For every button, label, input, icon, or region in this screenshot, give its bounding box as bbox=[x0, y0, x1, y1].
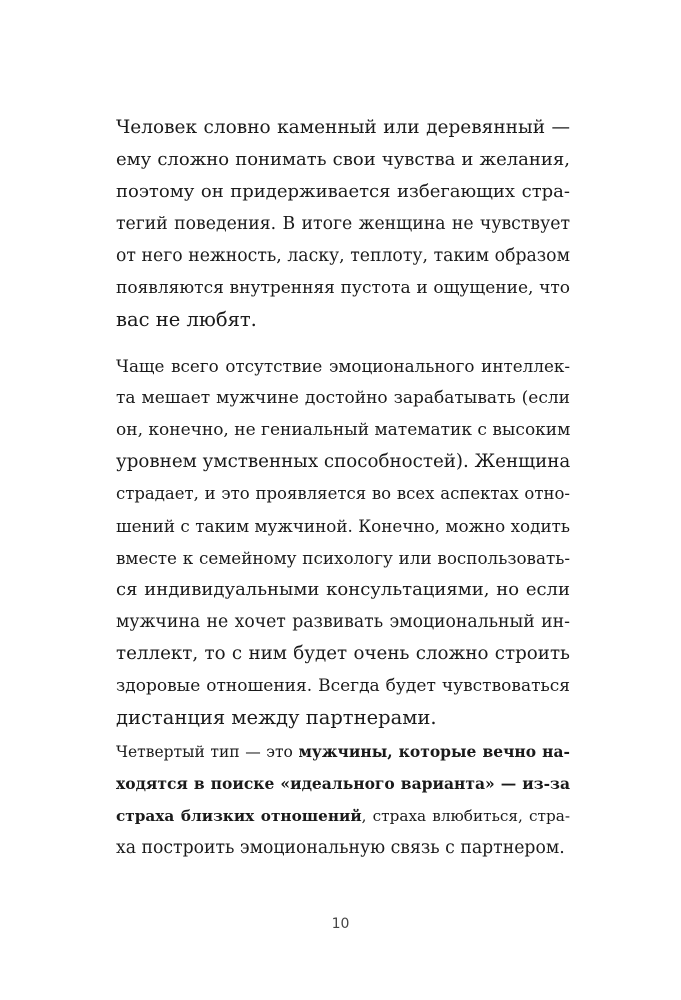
text-line: шений с таким мужчиной. Конечно, можно ходить bbox=[116, 516, 570, 536]
text-line: та мешает мужчине достойно зарабатывать (если bbox=[116, 388, 570, 408]
text-line: вместе к семейному психологу или воспользовать- bbox=[116, 548, 570, 568]
text-line: от него нежность, ласку, теплоту, таким образом bbox=[116, 246, 570, 266]
bold-text: страха близких отношений bbox=[116, 807, 362, 825]
text-line: страдает, и это проявляется во всех аспектах отно- bbox=[116, 484, 570, 503]
paragraph-2 bbox=[116, 350, 570, 734]
text-line: мужчина не хочет развивать эмоциональный ин- bbox=[116, 612, 570, 632]
text-line bbox=[116, 736, 570, 768]
bold-text: мужчины, которые вечно на- bbox=[298, 742, 570, 761]
normal-text: , страха влюбиться, стра- bbox=[361, 807, 570, 825]
paragraph-3 bbox=[116, 736, 570, 864]
text-line: ся индивидуальными консультациями, но если bbox=[116, 579, 570, 600]
text-line: тегий поведения. В итоге женщина не чувствует bbox=[116, 214, 570, 234]
text-line bbox=[116, 800, 570, 832]
normal-text: Четвертый тип — это bbox=[116, 743, 299, 761]
text-line: поэтому он придерживается избегающих стра- bbox=[116, 181, 570, 202]
text-line: ха построить эмоциональную связь с партнером. bbox=[116, 838, 565, 858]
text-line: ему сложно понимать свои чувства и желания, bbox=[116, 149, 570, 170]
text-line: вас не любят. bbox=[116, 308, 257, 331]
text-line: Человек словно каменный или деревянный — bbox=[116, 117, 570, 138]
text-line: уровнем умственных способностей). Женщина bbox=[116, 451, 571, 472]
text-line: здоровые отношения. Всегда будет чувствоваться bbox=[116, 676, 570, 696]
paragraph-1 bbox=[116, 112, 570, 336]
text-line: появляются внутренняя пустота и ощущение, что bbox=[116, 278, 570, 298]
text-line: он, конечно, не гениальный математик с высоким bbox=[116, 420, 571, 440]
text-line: дистанция между партнерами. bbox=[116, 706, 437, 729]
bold-text-line: ходятся в поиске «идеального варианта» — из-за bbox=[116, 774, 570, 793]
text-line: Чаще всего отсутствие эмоционального интеллек- bbox=[116, 356, 570, 376]
page-number: 10 bbox=[331, 916, 350, 932]
text-line: теллект, то с ним будет очень сложно строить bbox=[116, 643, 570, 664]
